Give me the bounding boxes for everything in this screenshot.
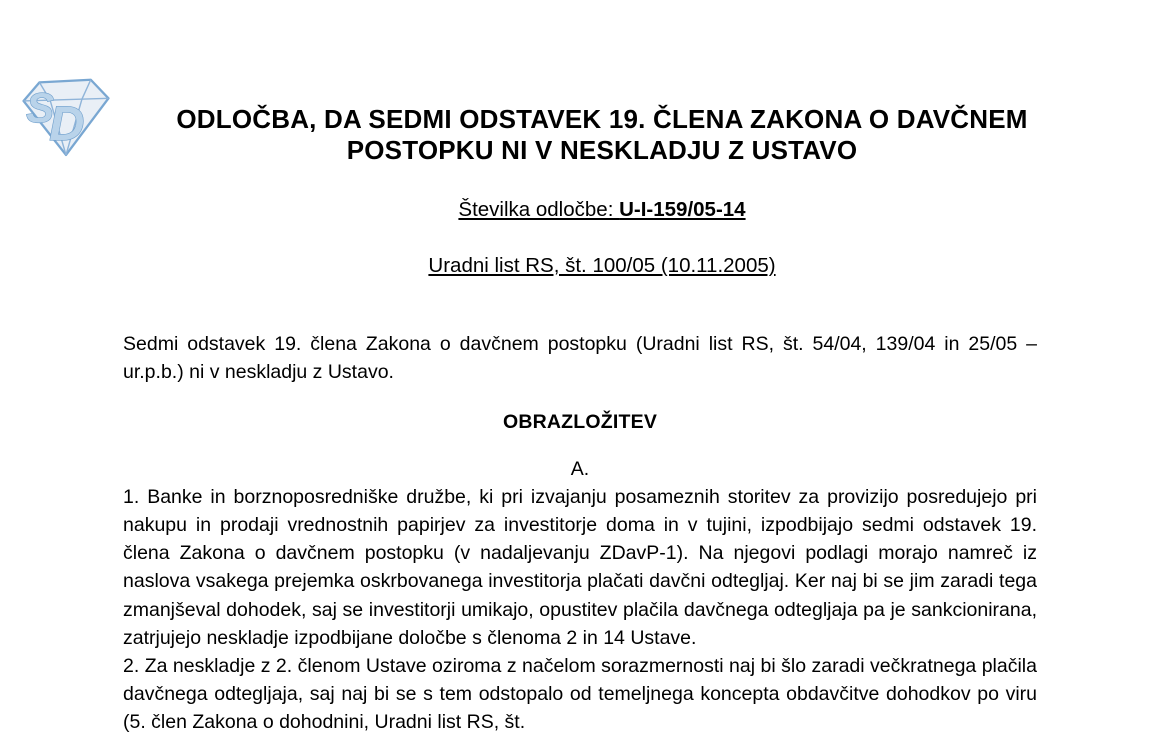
operative-part: Sedmi odstavek 19. člena Zakona o davčnem postopku (Uradni list RS, št. 54/04, 139/04 in 25/05 – ur.p.b.) ni v neskladju z Ustavo. [123,333,1037,384]
paragraph-1: 1. Banke in borznoposredniške družbe, ki pri izvajanju posameznih storitev za provizijo posredujejo pri nakupu in prodaji vrednostnih papirjev za investitorje doma in v tujini, izpodbijajo sedmi odstavek 19. člena Zakona o davčnem postopku (v nadaljevanju ZDavP-1). Na njegovi podlagi morajo namreč iz naslova vsakega prejemka oskrbovanega investitorja plačati davčni odtegljaj. Ker naj bi se jim zaradi tega zmanjševal dohodek, saj se investitorji umikajo, opustitev plačila davčnega odtegljaja pa je sankcionirana, zatrjujejo neskladje izpodbijane določbe s členoma 2 in 14 Ustave. [123,485,1037,649]
logo-letter-s: S [26,84,54,132]
paragraph-2: 2. Za neskladje z 2. členom Ustave oziroma z načelom sorazmernosti naj bi šlo zaradi večkratnega plačila davčnega odtegljaja, saj naj bi se s tem odstopalo od temeljnega koncepta obdavčitve dohodkov po viru (5. člen Zakona o dohodnini, Uradni list RS, št. [123,655,1037,734]
sd-diamond-icon [20,70,112,162]
document-body [123,330,1037,737]
decision-number-line [146,198,1058,222]
sd-logo [20,70,112,162]
decision-number-label: Številka odločbe: [458,198,620,221]
logo-letter-d: D [49,96,85,151]
page-title: ODLOČBA, DA SEDMI ODSTAVEK 19. ČLENA ZAKONA O DAVČNEM POSTOPKU NI V NESKLADJU Z USTAVO [176,104,1028,165]
gazette-line [146,254,1058,278]
heading-block [146,104,1058,278]
section-a-label: A. [570,457,590,480]
reasoning-heading: OBRAZLOŽITEV [502,411,658,434]
decision-number-value: U-I-159/05-14 [619,198,746,221]
gazette-text: Uradni list RS, št. 100/05 (10.11.2005) [428,254,776,277]
decision-number-underlined [458,198,745,221]
